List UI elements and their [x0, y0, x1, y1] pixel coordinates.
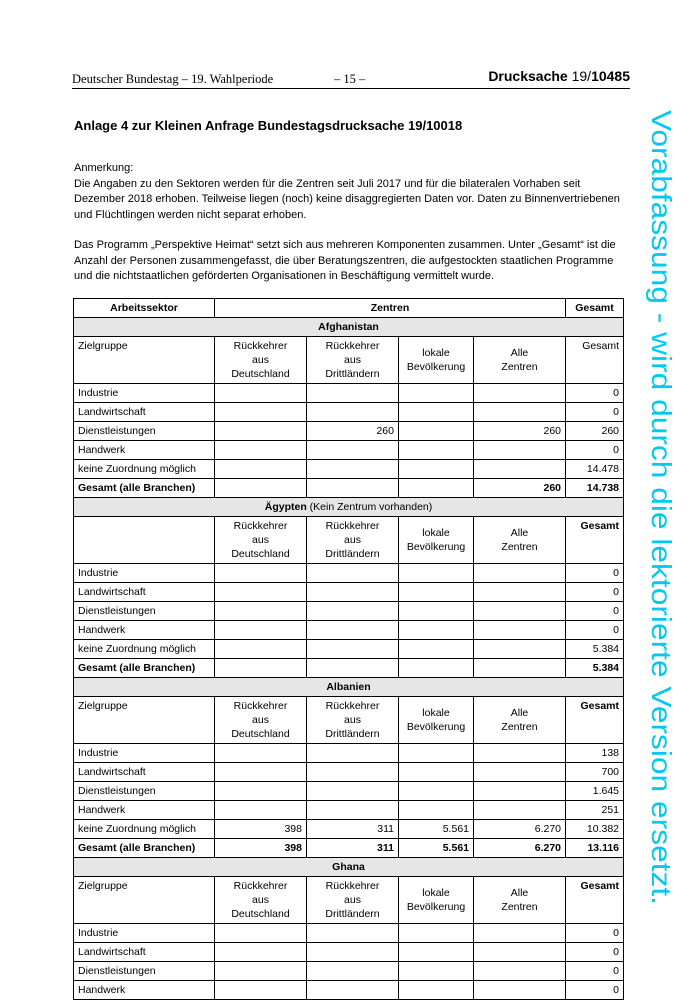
table-row: Industrie 0 — [74, 384, 624, 403]
table-row: Landwirtschaft 700 — [74, 763, 624, 782]
subheader-row: Zielgruppe Rückkehrer aus Deutschland Rückkehrer aus Drittländern lokale Bevölkerung Alle Zentren Gesamt — [74, 337, 624, 384]
table-row: Handwerk 0 — [74, 981, 624, 1000]
draft-watermark — [638, 108, 698, 908]
header-parliament: Deutscher Bundestag – 19. Wahlperiode — [72, 72, 274, 86]
table-row: Handwerk 0 — [74, 441, 624, 460]
subheader-row: Rückkehrer aus Deutschland Rückkehrer aus Drittländern lokale Bevölkerung Alle Zentren Gesamt — [74, 517, 624, 564]
table-row: Dienstleistungen 260 260 260 — [74, 422, 624, 441]
subheader-row: Zielgruppe Rückkehrer aus Deutschland Rückkehrer aus Drittländern lokale Bevölkerung Alle Zentren Gesamt — [74, 697, 624, 744]
watermark-text: Vorabfassung - wird durch die lektorierte Version ersetzt. — [646, 110, 677, 800]
col-header-centers: Zentren — [215, 299, 566, 318]
table-row: Dienstleistungen 0 — [74, 962, 624, 981]
table-row: Dienstleistungen 1.645 — [74, 782, 624, 801]
table-row: Industrie 0 — [74, 924, 624, 943]
table-row: Handwerk 0 — [74, 621, 624, 640]
table-row: Handwerk 251 — [74, 801, 624, 820]
table-row: keine Zuordnung möglich 398 311 5.561 6.270 10.382 — [74, 820, 624, 839]
section-ghana: Ghana — [74, 858, 624, 877]
table-row: Industrie 0 — [74, 564, 624, 583]
table-row: Landwirtschaft 0 — [74, 583, 624, 602]
note-label: Anmerkung: — [74, 162, 134, 174]
subheader-row: Zielgruppe Rückkehrer aus Deutschland Rückkehrer aus Drittländern lokale Bevölkerung Alle Zentren Gesamt — [74, 877, 624, 924]
total-row: Gesamt (alle Branchen) 398 311 5.561 6.270 13.116 — [74, 839, 624, 858]
col-header-sector: Arbeitssektor — [74, 299, 215, 318]
total-row: Gesamt (alle Branchen) 5.384 — [74, 659, 624, 678]
employment-table — [73, 298, 624, 1000]
section-albania: Albanien — [74, 678, 624, 697]
note-paragraph-2: Das Programm „Perspektive Heimat“ setzt sich aus mehreren Komponenten zusammen. Unter „Gesamt“ ist die Anzahl der Personen zusammengefasst, die über Beratungszentren, die aufgestockten staatlichen Programme und die nichtstaatlichen geförderten Organisationen in Beschäftigung vermittelt wurde. — [74, 239, 616, 282]
col-header-total: Gesamt — [566, 299, 624, 318]
table-row: Dienstleistungen 0 — [74, 602, 624, 621]
page-header — [72, 66, 630, 89]
table-row: Landwirtschaft 0 — [74, 943, 624, 962]
note-paragraph-1: Die Angaben zu den Sektoren werden für die Zentren seit Juli 2017 und für die bilateralen Vorhaben seit Dezember 2018 erhoben. Teilweise liegen (noch) keine disaggregierten Daten vor. Daten zu Binnenvertriebenen und Flüchtlingen werden nicht separat erhoben. — [74, 177, 620, 221]
header-page-number: – 15 – — [334, 72, 366, 86]
note-block — [74, 161, 622, 285]
table-row: keine Zuordnung möglich 5.384 — [74, 640, 624, 659]
header-document-number: Drucksache 19/10485 — [488, 68, 630, 84]
table-row: Industrie 138 — [74, 744, 624, 763]
table-row: Landwirtschaft 0 — [74, 403, 624, 422]
table-header-row — [74, 299, 624, 318]
section-afghanistan: Afghanistan — [74, 318, 624, 337]
annex-title: Anlage 4 zur Kleinen Anfrage Bundestagsdrucksache 19/10018 — [74, 118, 463, 133]
total-row: Gesamt (alle Branchen) 260 14.738 — [74, 479, 624, 498]
section-egypt: Ägypten (Kein Zentrum vorhanden) — [74, 498, 624, 517]
table-row: keine Zuordnung möglich 14.478 — [74, 460, 624, 479]
